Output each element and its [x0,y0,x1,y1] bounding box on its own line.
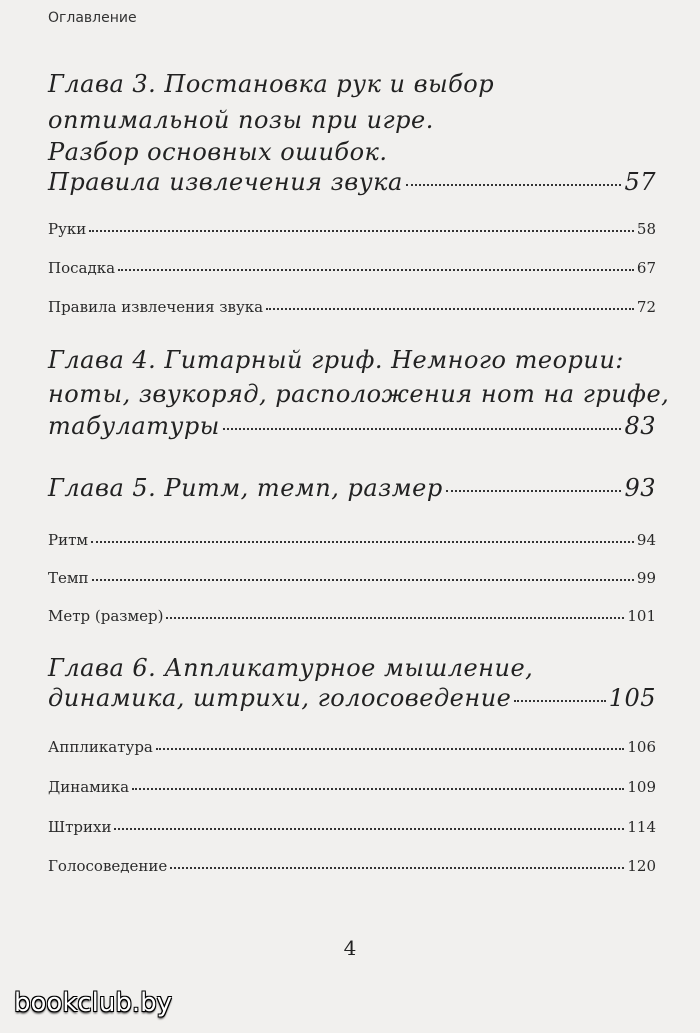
chapter-title-last-line: динамика, штрихи, голосоведение [48,684,512,712]
page-ref: 99 [636,569,656,587]
dot-leader [92,579,634,581]
dot-leader [170,867,624,869]
dot-leader [89,230,634,232]
toc-entry-chapter[interactable] [48,412,656,440]
page-ref: 94 [636,531,656,549]
chapter-title-line: Глава 3. Постановка рук и выбор [48,70,495,98]
section-label: Штрихи [48,818,112,836]
toc-entry-section[interactable] [48,220,656,238]
watermark: bookclub.by [14,988,173,1018]
page-ref: 93 [624,474,656,502]
toc-entry-section[interactable] [48,569,656,587]
toc-entry-section[interactable] [48,607,656,625]
dot-leader [114,828,624,830]
page-ref: 67 [636,259,656,277]
section-label: Голосоведение [48,857,168,875]
toc-entry-chapter[interactable] [48,168,656,196]
chapter-title-last-line: табулатуры [48,412,220,440]
section-label: Руки [48,220,87,238]
dot-leader [118,269,634,271]
dot-leader [514,700,605,702]
page-ref: 101 [627,607,656,625]
page-ref: 58 [636,220,656,238]
chapter-title-line: оптимальной позы при игре. [48,106,434,134]
section-label: Темп [48,569,89,587]
page-ref: 109 [627,778,656,796]
section-label: Аппликатура [48,738,153,756]
running-header: Оглавление [48,10,137,26]
section-label: Динамика [48,778,130,796]
toc-entry-section[interactable] [48,778,656,796]
chapter-title-line: Разбор основных ошибок. [48,138,388,166]
dot-leader [266,308,634,310]
page-ref: 57 [624,168,656,196]
toc-entry-section[interactable] [48,298,656,316]
dot-leader [91,541,634,543]
page-ref: 105 [608,684,656,712]
page-ref: 83 [624,412,656,440]
toc-entry-chapter[interactable] [48,684,656,712]
toc-entry-section[interactable] [48,259,656,277]
page-ref: 120 [627,857,656,875]
dot-leader [156,748,624,750]
page-ref: 72 [636,298,656,316]
toc-entry-section[interactable] [48,857,656,875]
toc-entry-section[interactable] [48,738,656,756]
dot-leader [223,428,622,430]
section-label: Метр (размер) [48,607,164,625]
dot-leader [166,617,624,619]
toc-entry-chapter[interactable] [48,474,656,502]
dot-leader [132,788,624,790]
chapter-title-last-line: Глава 5. Ритм, темп, размер [48,474,443,502]
chapter-title-line: Глава 4. Гитарный гриф. Немного теории: [48,346,624,374]
section-label: Посадка [48,259,116,277]
dot-leader [446,490,622,492]
toc-entry-section[interactable] [48,531,656,549]
section-label: Ритм [48,531,89,549]
chapter-title-line: ноты, звукоряд, расположения нот на грифе, [48,380,670,408]
section-label: Правила извлечения звука [48,298,264,316]
dot-leader [406,184,622,186]
chapter-title-line: Глава 6. Аппликатурное мышление, [48,654,534,682]
page-number: 4 [343,936,357,960]
chapter-title-last-line: Правила извлечения звука [48,168,403,196]
page-ref: 114 [627,818,656,836]
toc-entry-section[interactable] [48,818,656,836]
page-ref: 106 [627,738,656,756]
